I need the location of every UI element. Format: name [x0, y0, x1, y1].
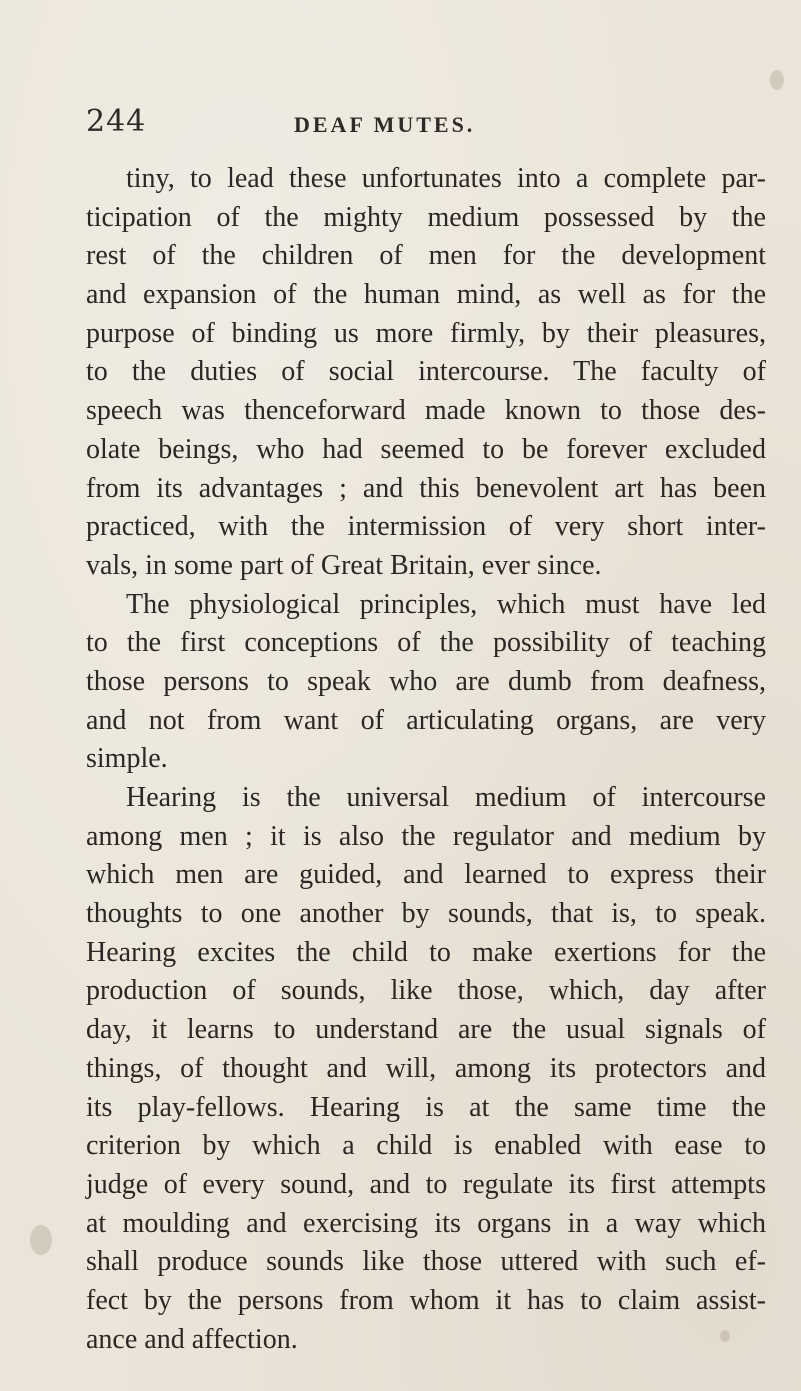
- running-head: [86, 104, 756, 144]
- text-line: ticipation of the mighty medium possessed by the: [86, 201, 766, 233]
- text-line: day, it learns to understand are the usual signals of: [86, 1014, 766, 1046]
- text-line: rest of the children of men for the development: [86, 240, 766, 272]
- text-line: its play-fellows. Hearing is at the same time the: [86, 1091, 766, 1123]
- text-line: thoughts to one another by sounds, that is, to speak.: [86, 898, 766, 930]
- text-line: purpose of binding us more firmly, by their pleasures,: [86, 317, 766, 349]
- text-line: criterion by which a child is enabled with ease to: [86, 1130, 766, 1162]
- text-line: Hearing excites the child to make exertions for the: [86, 936, 766, 968]
- text-line: to the first conceptions of the possibility of teaching: [86, 627, 766, 659]
- text-line: production of sounds, like those, which, day after: [86, 975, 766, 1007]
- page-number: 244: [86, 104, 147, 139]
- text-line: shall produce sounds like those uttered with such ef-: [86, 1246, 766, 1278]
- paper-blemish: [720, 1330, 730, 1342]
- text-line: and expansion of the human mind, as well as for the: [86, 279, 766, 311]
- text-line: Hearing is the universal medium of intercourse: [126, 782, 766, 813]
- text-line: tiny, to lead these unfortunates into a complete par-: [126, 163, 766, 194]
- text-line: which men are guided, and learned to express their: [86, 859, 766, 891]
- text-line: at moulding and exercising its organs in a way which: [86, 1207, 766, 1239]
- text-line: judge of every sound, and to regulate its first attempts: [86, 1168, 766, 1200]
- paper-blemish: [770, 70, 784, 90]
- text-line: speech was thenceforward made known to those des-: [86, 395, 766, 427]
- text-line: ance and affection.: [86, 1323, 298, 1355]
- text-line: olate beings, who had seemed to be forever excluded: [86, 433, 766, 465]
- text-line: and not from want of articulating organs, are very: [86, 704, 766, 736]
- text-line: from its advantages ; and this benevolent art has been: [86, 472, 766, 504]
- paper-blemish: [30, 1225, 52, 1255]
- text-line: among men ; it is also the regulator and medium by: [86, 820, 766, 852]
- text-line: to the duties of social intercourse. The faculty of: [86, 356, 766, 388]
- text-line: fect by the persons from whom it has to claim assist-: [86, 1284, 766, 1316]
- text-line: The physiological principles, which must have led: [126, 588, 766, 620]
- running-title: DEAF MUTES.: [294, 112, 476, 137]
- text-line: vals, in some part of Great Britain, ever since.: [86, 549, 602, 581]
- text-line: simple.: [86, 743, 168, 775]
- text-line: things, of thought and will, among its protectors and: [86, 1052, 766, 1084]
- text-line: practiced, with the intermission of very short inter-: [86, 511, 766, 543]
- text-line: those persons to speak who are dumb from deafness,: [86, 665, 766, 697]
- body-text: [86, 160, 766, 1359]
